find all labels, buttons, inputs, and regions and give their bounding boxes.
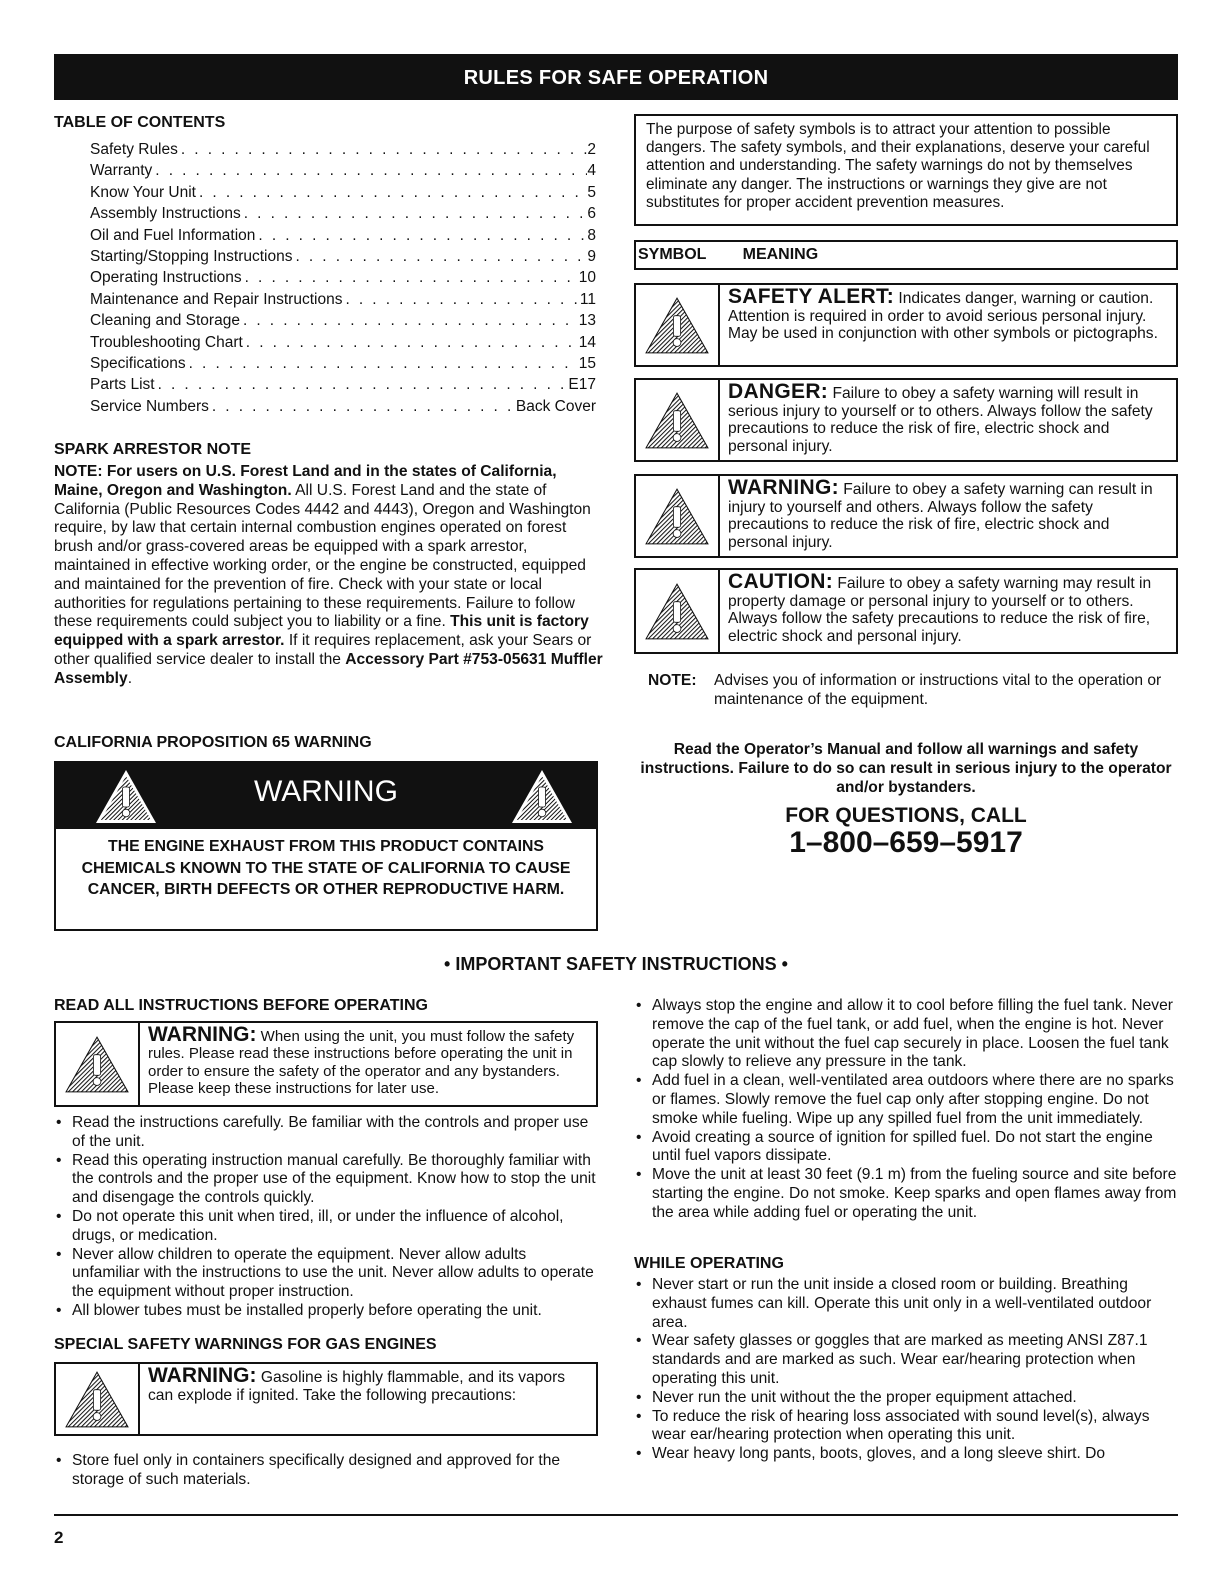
toc-item-title: Know Your Unit [90,183,196,201]
table-of-contents [90,139,596,417]
symbol-cell [636,570,720,652]
bullet-item: • Do not operate this unit when tired, ill, or under the influence of alcohol, drugs, or medication. [54,1208,598,1246]
warning-triangle-icon [64,1034,130,1094]
prop65-warning-word: WARNING [254,775,398,808]
toc-item-title: Starting/Stopping Instructions [90,248,293,266]
warning-triangle-icon [510,767,574,825]
spark-arrestor-note: NOTE: For users on U.S. Forest Land and in the states of California, Maine, Oregon and Washington. All U.S. Forest Land and the state of California (Public Resources Codes 4442 and 4443), Oregon and Washington require, by law that certain internal combustion engines operated on forest brush and/or grass-covered areas be equipped with a spark arrestor, maintained in effective working order, or the engine be constructed, equipped and maintained for the prevention of fire. Check with your state or local authorities for regulations pertaining to these requirements. Failure to follow these requirements could subject you to liability or a fine. This unit is factory equipped with a spark arrestor. If it requires replacement, ask your Sears or other qualified service dealer to install the Accessory Part #753-05631 Muffler Assembly. [54,463,603,687]
toc-item-title: Parts List [90,376,155,394]
toc-leader-dots [209,396,516,417]
toc-item-page: 14 [578,333,596,351]
page-number: 2 [54,1528,64,1547]
read-all-heading: READ ALL INSTRUCTIONS BEFORE OPERATING [54,997,428,1014]
symbol-meaning: CAUTION: Failure to obey a safety warning may result in property damage or personal injury to yourself or to others. Always follow the safety precautions to reduce the risk of fire, electric shock and personal injury. [728,570,1152,645]
toc-leader-dots [241,203,588,224]
toc-item-page: 10 [578,269,596,287]
meaning-col-label: MEANING [742,246,819,263]
toc-item [90,353,596,374]
bullet-item: • Move the unit at least 30 feet (9.1 m) from the fueling source and site before starting the engine. Do not smoke. Keep sparks and open flames away from the area while adding fuel or operating the unit. [634,1166,1178,1222]
warning-triangle-icon [644,580,710,642]
bullet-item: • Never run the unit without the the proper equipment attached. [634,1389,1178,1408]
bullet-item: • Wear safety glasses or goggles that are marked as meeting ANSI Z87.1 standards and are marked as such. Wear ear/hearing protection when operating this unit. [634,1332,1178,1388]
page-banner: RULES FOR SAFE OPERATION [54,54,1178,100]
warning-triangle-cell [56,1364,140,1434]
read-manual-notice: Read the Operator’s Manual and follow all warnings and safety instructions. Failure to do so can result in serious injury to the operator and/or bystanders. [640,741,1172,796]
toc-item [90,203,596,224]
toc-item-title: Specifications [90,355,186,373]
bullet-item: • Always stop the engine and allow it to cool before filling the fuel tank. Never remove the cap of the fuel tank, or add fuel, when the engine is hot. Never operate the unit without the fuel cap securely in place. Loosen the fuel tank cap slowly to relieve any pressure in the tank. [634,997,1178,1072]
gas-bullet-list [54,1452,598,1490]
warning-triangle-icon [644,485,710,547]
fuel-bullet-list [634,997,1178,1223]
warning-triangle-icon [644,389,710,451]
toc-item-title: Maintenance and Repair Instructions [90,290,343,308]
bullet-item: • Read the instructions carefully. Be familiar with the controls and proper use of the unit. [54,1114,598,1152]
toc-item-title: Operating Instructions [90,269,242,287]
toc-item-page: 11 [579,290,596,308]
toc-leader-dots [186,353,579,374]
toc-item [90,332,596,353]
toc-item [90,374,596,395]
toc-item-page: 6 [587,205,596,223]
toc-item [90,225,596,246]
toc-item-title: Safety Rules [90,141,178,158]
toc-leader-dots [255,225,587,246]
prop65-warning-header [56,763,596,829]
bullet-item: • Add fuel in a clean, well-ventilated area outdoors where there are no sparks or flames. Slowly remove the fuel cap only after stopping engine. Do not smoke while fueling. Wipe up any spilled fuel from the unit immediately. [634,1072,1178,1128]
symbol-row [634,474,1178,558]
symbol-meaning-header [634,240,1178,270]
footer-rule [54,1514,1178,1516]
bullet-item: • Never allow children to operate the equipment. Never allow adults unfamiliar with the instructions to use the unit. Never allow adults to operate the equipment without proper instruction. [54,1246,598,1302]
purpose-box: The purpose of safety symbols is to attract your attention to possible dangers. The safety symbols, and their explanations, deserve your careful attention and understanding. The safety warnings do not by themselves eliminate any danger. The instructions or warnings they give are not substitutes for proper accident prevention measures. [634,114,1178,226]
bullet-item: • Avoid creating a source of ignition for spilled fuel. Do not start the engine until fuel vapors dissipate. [634,1129,1178,1167]
gas-heading: SPECIAL SAFETY WARNINGS FOR GAS ENGINES [54,1336,437,1353]
toc-item-title: Assembly Instructions [90,205,241,223]
read-all-bullet-list [54,1114,598,1321]
toc-item-page: 15 [578,355,596,373]
toc-item-title: Troubleshooting Chart [90,333,243,351]
toc-item [90,289,596,310]
symbol-row [634,568,1178,654]
gas-warning-box [54,1362,598,1436]
bullet-item: • To reduce the risk of hearing loss associated with sound level(s), always wear ear/hearing protection when operating this unit. [634,1408,1178,1446]
symbol-cell [636,285,720,365]
bullet-item: • Wear heavy long pants, boots, gloves, and a long sleeve shirt. Do [634,1445,1178,1464]
toc-item-page: 4 [587,162,596,180]
symbol-meaning: DANGER: Failure to obey a safety warning will result in serious injury to yourself or to others. Always follow the safety precautions to reduce the risk of fire, electric shock and personal injury. [728,380,1153,455]
warning-triangle-icon [644,294,710,356]
toc-leader-dots [342,289,579,310]
gas-warning-text: WARNING: Gasoline is highly flammable, and its vapors can explode if ignited. Take the following precautions: [148,1364,566,1404]
toc-leader-dots [152,160,587,181]
toc-item-page: 2 [587,141,596,158]
toc-heading: TABLE OF CONTENTS [54,114,226,131]
bullet-item: • All blower tubes must be installed properly before operating the unit. [54,1302,598,1321]
toc-leader-dots [292,246,587,267]
toc-item [90,160,596,181]
note-label: NOTE: [648,672,697,689]
toc-leader-dots [243,332,579,353]
warning-triangle-icon [64,1369,130,1429]
while-operating-heading: WHILE OPERATING [634,1255,784,1272]
warning-triangle-cell [56,1023,140,1105]
toc-item-title: Cleaning and Storage [90,312,240,330]
note-definition [648,672,1168,710]
toc-item [90,310,596,331]
symbol-col-label: SYMBOL [638,246,707,263]
symbol-cell [636,380,720,460]
symbol-meaning: SAFETY ALERT: Indicates danger, warning or caution. Attention is required in order to avoid serious personal injury. May be used in conjunction with other symbols or pictographs. [728,285,1158,343]
toc-item [90,182,596,203]
toc-item-title: Warranty [90,162,153,180]
toc-item [90,139,596,160]
bullet-item: • Read this operating instruction manual carefully. Be thoroughly familiar with the controls and the proper use of the equipment. Know how to stop the unit and disengage the controls quickly. [54,1152,598,1208]
questions-label: FOR QUESTIONS, CALL [785,804,1027,827]
symbol-row [634,378,1178,462]
toc-leader-dots [242,267,579,288]
toc-item [90,246,596,267]
symbol-row [634,283,1178,367]
read-all-warning-text: WARNING: When using the unit, you must follow the safety rules. Please read these instructions before operating the unit in order to ensure the safety of the operator and any bystanders. Please keep these instructions for later use. [148,1023,575,1098]
symbol-meaning: WARNING: Failure to obey a safety warning can result in injury to yourself and others. Always follow the safety precautions to reduce the risk of fire, electric shock and personal injury. [728,476,1153,551]
read-all-warning-box [54,1021,598,1107]
prop65-heading: CALIFORNIA PROPOSITION 65 WARNING [54,734,372,751]
toc-item-page: 9 [587,248,596,266]
prop65-warning-box [54,761,598,931]
toc-item [90,396,596,417]
bullet-item: • Never start or run the unit inside a closed room or building. Breathing exhaust fumes can kill. Operate this unit only in a well-ventilated outdoor area. [634,1276,1178,1332]
prop65-text: THE ENGINE EXHAUST FROM THIS PRODUCT CONTAINS CHEMICALS KNOWN TO THE STATE OF CALIFORNIA TO CAUSE CANCER, BIRTH DEFECTS OR OTHER REPRODUCTIVE HARM. [81,838,571,898]
phone-number: 1–800–659–5917 [789,826,1023,859]
toc-leader-dots [240,310,579,331]
toc-item-page: 13 [578,312,596,330]
toc-item-title: Service Numbers [90,397,209,415]
symbol-cell [636,476,720,556]
toc-leader-dots [178,139,587,160]
spark-heading: SPARK ARRESTOR NOTE [54,441,252,458]
toc-item-title: Oil and Fuel Information [90,226,256,244]
important-safety-heading: • IMPORTANT SAFETY INSTRUCTIONS • [444,954,788,974]
toc-item-page: 8 [587,226,596,244]
while-operating-bullet-list [634,1276,1178,1464]
toc-item-page: 5 [587,183,596,201]
toc-item-page: Back Cover [515,397,596,415]
toc-leader-dots [196,182,587,203]
bullet-item: • Store fuel only in containers specifically designed and approved for the storage of such materials. [54,1452,598,1490]
toc-leader-dots [155,374,569,395]
toc-item [90,267,596,288]
note-text: Advises you of information or instructions vital to the operation or maintenance of the equipment. [714,672,1162,708]
toc-item-page: E17 [568,376,596,394]
